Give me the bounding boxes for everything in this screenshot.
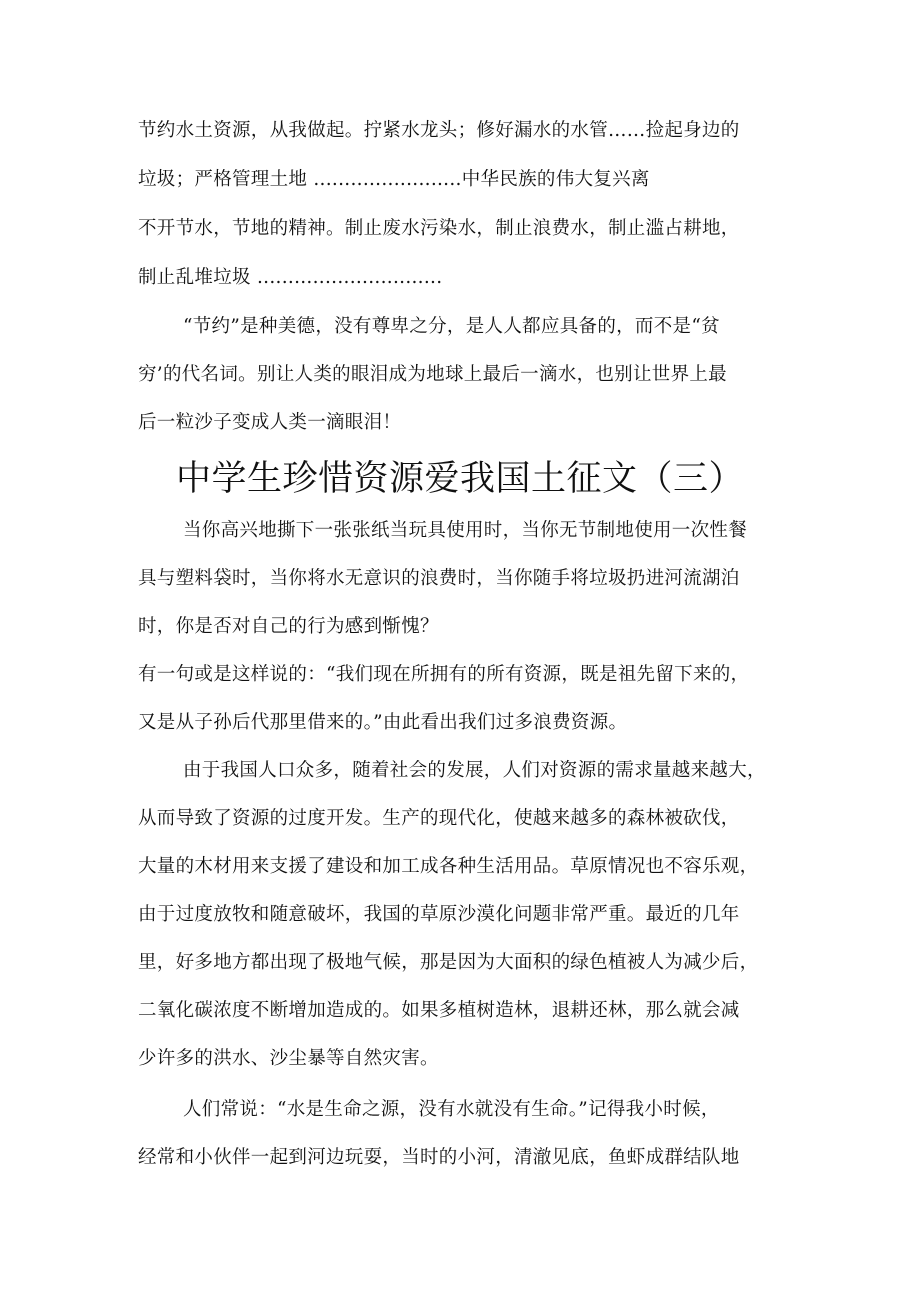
text-line: 有一句或是这样说的：“我们现在所拥有的所有资源，既是祖先留下来的，: [138, 664, 750, 685]
text-line: 时，你是否对自己的行为感到惭愧？: [138, 616, 439, 637]
text-line: 垃圾；严格管理土地 ........................中华民族的伟大复兴离: [138, 169, 650, 190]
text-line: 少许多的洪水、沙尘暴等自然灾害。: [138, 1048, 439, 1069]
text-line: 当你高兴地撕下一张张纸当玩具使用时，当你无节制地使用一次性餐: [183, 520, 748, 541]
text-line: 由于我国人口众多，随着社会的发展，人们对资源的需求量越来越大，: [183, 760, 766, 781]
text-line: 由于过度放牧和随意破坏，我国的草原沙漠化问题非常严重。最近的几年: [138, 904, 740, 925]
text-line: 里，好多地方都出现了极地气候，那是因为大面积的绿色植被人为减少后，: [138, 952, 759, 973]
text-line: 后一粒沙子变成人类一滴眼泪！: [138, 412, 402, 433]
text-line: 穷’的代名词。别让人类的眼泪成为地球上最后一滴水，也别让世界上最: [138, 364, 727, 385]
text-line: 制止乱堆垃圾 ..............................: [138, 267, 443, 288]
text-line: 具与塑料袋时，当你将水无意识的浪费时，当你随手将垃圾扔进河流湖泊: [138, 568, 740, 589]
text-line: 经常和小伙伴一起到河边玩耍，当时的小河，清澈见底，鱼虾成群结队地: [138, 1147, 740, 1168]
essay-heading: 中学生珍惜资源爱我国土征文（三）: [175, 459, 744, 499]
text-line: 大量的木材用来支援了建设和加工成各种生活用品。草原情况也不容乐观，: [138, 856, 759, 877]
text-line: “节约”是种美德，没有尊卑之分，是人人都应具备的，而不是“贫: [183, 316, 720, 337]
text-line: 节约水土资源，从我做起。拧紧水龙头；修好漏水的水管……捡起身边的: [138, 120, 740, 141]
text-line: 又是从子孙后代那里借来的。”由此看出我们过多浪费资源。: [138, 712, 628, 733]
text-line: 二氧化碳浓度不断增加造成的。如果多植树造林，退耕还林，那么就会减: [138, 1000, 740, 1021]
text-line: 不开节水，节地的精神。制止废水污染水，制止浪费水，制止滥占耕地，: [138, 218, 740, 239]
text-line: 人们常说：“水是生命之源，没有水就没有生命。”记得我小时候，: [183, 1099, 720, 1120]
text-line: 从而导致了资源的过度开发。生产的现代化，使越来越多的森林被砍伐，: [138, 808, 740, 829]
